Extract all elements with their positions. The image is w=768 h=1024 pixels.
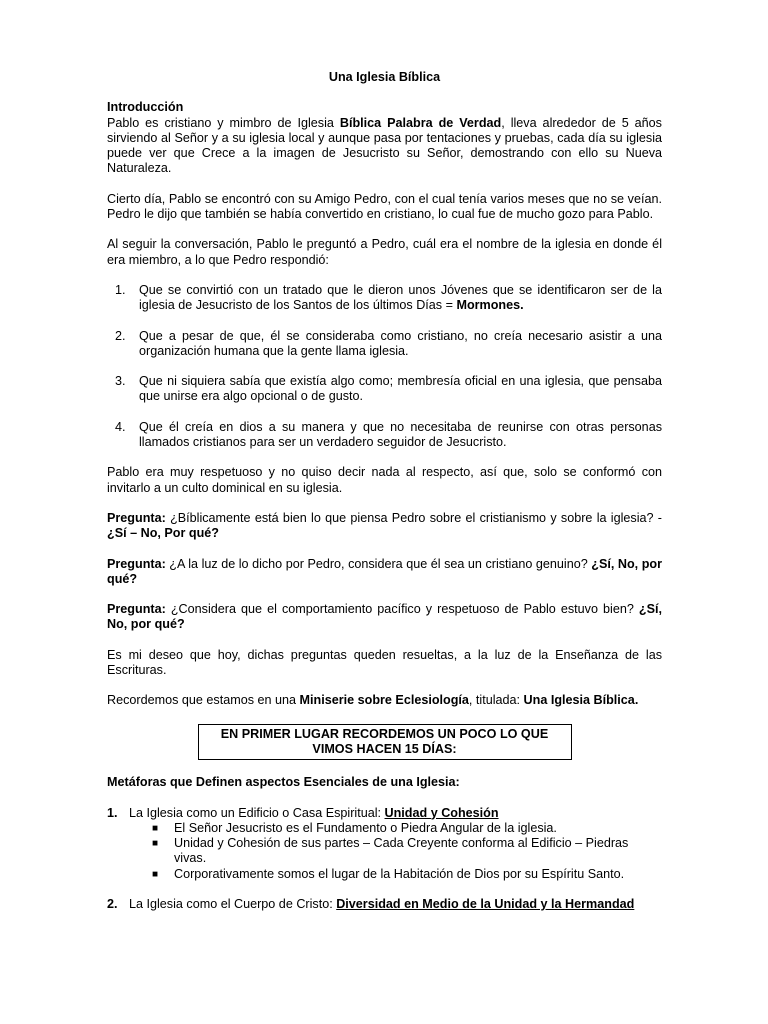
pedro-answers-list [107, 283, 662, 450]
intro-text-c: , lleva alrededor de 5 años sirviendo al Señor y a su iglesia local y aunque pasa por tentaciones y pruebas, cada día su iglesia puede ver que Crece a la imagen de Jesucristo su Señor, demostrando con ello su Nueva Naturaleza. [107, 115, 662, 176]
question-text: ¿A la luz de lo dicho por Pedro, considera que él sea un cristiano genuino? [165, 556, 592, 571]
metaphor-underlined: Unidad y Cohesión [384, 805, 499, 820]
paragraph-5: Es mi deseo que hoy, dichas preguntas queden resueltas, a la luz de la Enseñanza de las Escrituras. [107, 647, 662, 678]
square-bullet-icon: ■ [152, 822, 159, 834]
metaphor-text: La Iglesia como un Edificio o Casa Espiritual: [129, 805, 385, 820]
metaphor-number: 2. [107, 896, 118, 911]
metaphor-text: La Iglesia como el Cuerpo de Cristo: [129, 896, 337, 911]
list-number: 1. [115, 282, 126, 297]
document-title: Una Iglesia Bíblica [328, 70, 441, 84]
p6-text-a: Recordemos que estamos en una [107, 693, 300, 708]
question-text: ¿Considera que el comportamiento pacífico y respetuoso de Pablo estuvo bien? [165, 602, 639, 617]
list-text: Que ni siquiera sabía que existía algo como; membresía oficial en una iglesia, que pensaba que unirse era algo opcional o de gusto. [139, 374, 662, 404]
question-text: ¿Bíblicamente está bien lo que piensa Pedro sobre el cristianismo y sobre la iglesia? - [165, 510, 662, 525]
question-1 [107, 511, 662, 542]
intro-heading: Introducción [107, 100, 184, 115]
metaphor-item-2 [107, 897, 662, 912]
sub-item [129, 867, 662, 882]
question-2 [107, 557, 662, 588]
list-item [107, 283, 662, 314]
series-title: Una Iglesia Bíblica. [523, 693, 639, 708]
church-name: Bíblica Palabra de Verdad [339, 115, 502, 130]
list-number: 3. [115, 374, 126, 389]
question-3 [107, 602, 662, 633]
sub-item-text: El Señor Jesucristo es el Fundamento o Piedra Angular de la iglesia. [174, 820, 557, 835]
question-bold: ¿Sí, No, por qué? [107, 556, 662, 586]
question-bold: ¿Sí – No, Por qué? [107, 526, 219, 541]
list-bold: Mormones. [456, 298, 524, 313]
question-label: Pregunta: [107, 510, 166, 525]
metaphor-underlined: Diversidad en Medio de la Unidad y la Hermandad [336, 896, 635, 911]
list-item [107, 374, 662, 405]
metaphors-heading: Metáforas que Definen aspectos Esenciales de una Iglesia: [107, 775, 460, 790]
metaphor-item-1 [107, 806, 662, 882]
list-item [107, 329, 662, 360]
metaphor-sublist [129, 821, 662, 882]
recap-box: EN PRIMER LUGAR RECORDEMOS UN POCO LO QUE VIMOS HACEN 15 DÍAS: [198, 724, 572, 761]
intro-text-a: Pablo es cristiano y mimbro de Iglesia [107, 115, 340, 130]
p6-text-c: , titulada: [468, 693, 524, 708]
list-number: 2. [115, 328, 126, 343]
paragraph-6 [107, 693, 662, 708]
question-label: Pregunta: [107, 556, 166, 571]
sub-item-text: Unidad y Cohesión de sus partes – Cada Creyente conforma al Edificio – Piedras vivas. [174, 836, 629, 866]
square-bullet-icon: ■ [152, 868, 159, 880]
paragraph-2: Cierto día, Pablo se encontró con su Amigo Pedro, con el cual tenía varios meses que no se veían. Pedro le dijo que también se había convertido en cristiano, lo cual fue de mucho gozo para Pablo. [107, 191, 662, 222]
sub-item [129, 821, 662, 836]
paragraph-4: Pablo era muy respetuoso y no quiso decir nada al respecto, así que, solo se conformó con invitarlo a un culto dominical en su iglesia. [107, 465, 662, 495]
list-number: 4. [115, 419, 126, 434]
list-text: Que a pesar de que, él se consideraba como cristiano, no creía necesario asistir a una organización humana que la gente llama iglesia. [139, 328, 662, 358]
list-text: Que se convirtió con un tratado que le dieron unos Jóvenes que se identificaron ser de la iglesia de Jesucristo de los Santos de los últimos Días = [139, 282, 662, 313]
sub-item [129, 836, 662, 867]
intro-paragraph [107, 116, 662, 177]
list-text: Que él creía en dios a su manera y que no necesitaba de reunirse con otras personas llamados cristianos para ser un verdadero seguidor de Jesucristo. [139, 419, 662, 450]
square-bullet-icon: ■ [152, 838, 159, 850]
question-label: Pregunta: [107, 602, 166, 617]
miniseries-name: Miniserie sobre Eclesiología [299, 693, 469, 708]
question-bold: ¿Sí, No, por qué? [107, 602, 662, 632]
paragraph-3: Al seguir la conversación, Pablo le preguntó a Pedro, cuál era el nombre de la iglesia en donde él era miembro, a lo que Pedro respondió: [107, 237, 662, 267]
list-item [107, 420, 662, 451]
metaphors-list [107, 806, 662, 913]
sub-item-text: Corporativamente somos el lugar de la Habitación de Dios por su Espíritu Santo. [174, 866, 625, 881]
metaphor-number: 1. [107, 805, 118, 820]
document-page [107, 70, 662, 927]
